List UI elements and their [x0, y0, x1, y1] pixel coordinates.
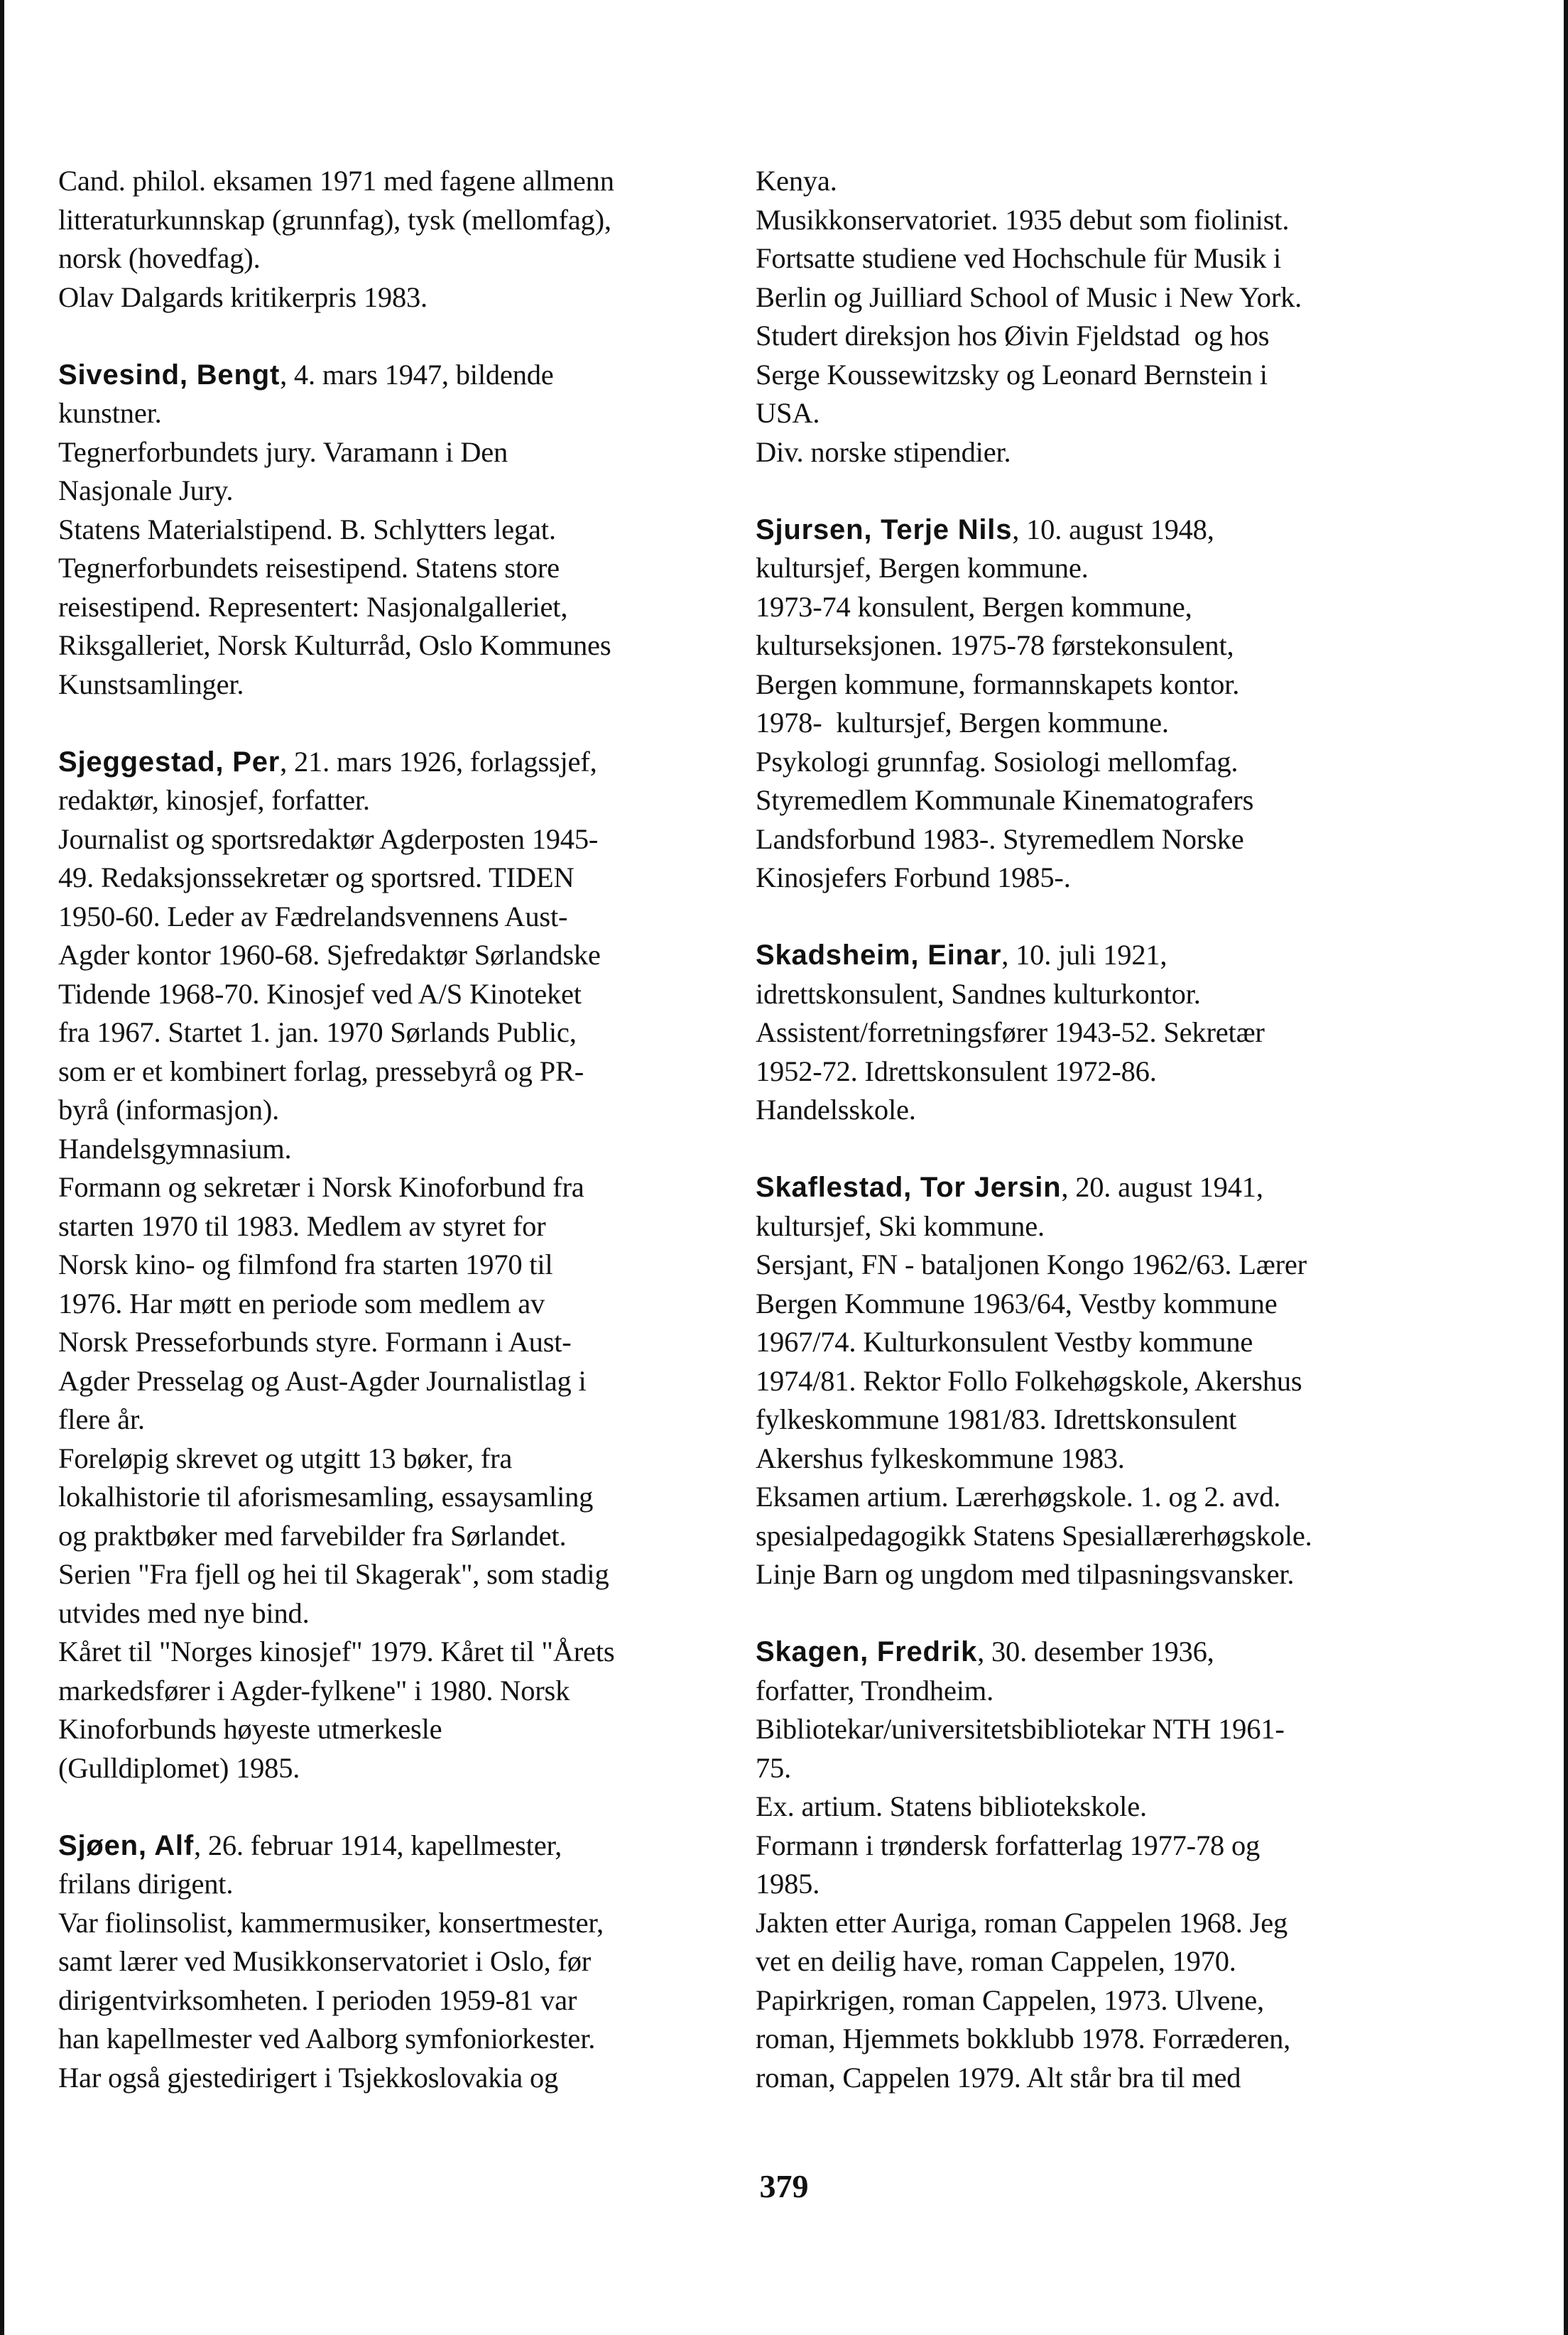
paragraph-gap [756, 1130, 1437, 1169]
line-text: , 26. februar 1914, kapellmester, [193, 1829, 562, 1861]
text-line [58, 472, 740, 511]
scan-edge-right [1564, 0, 1568, 2335]
text-line [756, 626, 1437, 665]
line-text: Journalist og sportsredaktør Agderposten 1945- [58, 822, 599, 855]
text-line [58, 1478, 740, 1517]
line-text: Tidende 1968-70. Kinosjef ved A/S Kinoteket [58, 977, 582, 1010]
line-text: Var fiolinsolist, kammermusiker, konsertmester, [58, 1906, 604, 1939]
line-text: fra 1967. Startet 1. jan. 1970 Sørlands Public, [58, 1016, 577, 1048]
text-line [756, 1942, 1437, 1981]
text-line [58, 1749, 740, 1788]
text-line [58, 1517, 740, 1556]
text-line [756, 394, 1437, 433]
line-text: , 4. mars 1947, bildende [280, 358, 554, 391]
line-text: roman, Cappelen 1979. Alt står bra til med [756, 2061, 1241, 2094]
text-line [58, 2059, 740, 2098]
line-text: redaktør, kinosjef, forfatter. [58, 784, 370, 816]
line-text: han kapellmester ved Aalborg symfoniorkester. [58, 2023, 596, 2054]
text-line [58, 239, 740, 278]
line-text: , 30. desember 1936, [977, 1635, 1214, 1667]
entry-heading-line [58, 1827, 740, 1866]
text-line [58, 588, 740, 627]
line-text: Tegnerforbundets jury. Varamann i Den [58, 435, 508, 468]
text-line [756, 1478, 1437, 1517]
line-text: Fortsatte studiene ved Hochschule für Musik i [756, 242, 1282, 274]
line-text: Jakten etter Auriga, roman Cappelen 1968. Jeg [756, 1906, 1288, 1939]
text-line [756, 549, 1437, 588]
line-text: Linje Barn og ungdom med tilpasningsvansker. [756, 1558, 1295, 1590]
line-text: norsk (hovedfag). [58, 242, 261, 274]
text-line [58, 1130, 740, 1169]
line-text: Cand. philol. eksamen 1971 med fagene allmenn [58, 165, 614, 197]
line-text: byrå (informasjon). [58, 1094, 280, 1126]
line-text: , 10. august 1948, [1012, 513, 1214, 545]
text-line [58, 1981, 740, 2020]
line-text: Div. norske stipendier. [756, 435, 1011, 468]
text-line [756, 859, 1437, 898]
text-line [756, 162, 1437, 201]
text-line [58, 859, 740, 898]
page-number: 379 [759, 2168, 809, 2204]
line-text: Har også gjestedirigert i Tsjekkoslovakia og [58, 2061, 559, 2094]
text-line [756, 1439, 1437, 1479]
line-text: flere år. [58, 1403, 145, 1435]
entry-heading-line [756, 1633, 1437, 1672]
line-text: Berlin og Juilliard School of Music i New York. [756, 281, 1302, 313]
text-line [58, 898, 740, 937]
text-line [756, 1091, 1437, 1130]
text-line [58, 2020, 740, 2059]
text-line [756, 704, 1437, 743]
line-text: forfatter, Trondheim. [756, 1674, 994, 1707]
text-line [756, 317, 1437, 356]
line-text: 49. Redaksjonssekretær og sportsred. TIDEN [58, 861, 575, 893]
line-text: Agder Presselag og Aust-Agder Journalistlag i [58, 1364, 587, 1397]
line-text: 1976. Har møtt en periode som medlem av [58, 1287, 545, 1319]
entry-heading-line [58, 356, 740, 395]
text-line [58, 201, 740, 240]
text-line [756, 1246, 1437, 1285]
text-line [58, 1710, 740, 1749]
line-text: spesialpedagogikk Statens Spesiallærerhøgskole. [756, 1519, 1312, 1552]
line-text: Bergen Kommune 1963/64, Vestby kommune [756, 1287, 1278, 1319]
line-text: Psykologi grunnfag. Sosiologi mellomfag. [756, 745, 1238, 778]
text-line [756, 665, 1437, 704]
text-line [58, 278, 740, 317]
text-line [756, 588, 1437, 627]
text-line [58, 1904, 740, 1943]
entry-heading-line [756, 511, 1437, 550]
line-text: litteraturkunnskap (grunnfag), tysk (mellomfag), [58, 203, 611, 236]
text-line [58, 162, 740, 201]
line-text: Papirkrigen, roman Cappelen, 1973. Ulvene, [756, 1983, 1264, 2016]
line-text: Ex. artium. Statens bibliotekskole. [756, 1790, 1147, 1822]
line-text: Olav Dalgards kritikerpris 1983. [58, 281, 428, 313]
line-text: Kinosjefers Forbund 1985-. [756, 861, 1071, 893]
text-line [756, 1207, 1437, 1246]
text-line [756, 2020, 1437, 2059]
entry-name: Skadsheim, Einar [756, 940, 1002, 971]
line-text: markedsfører i Agder-fylkene" i 1980. Norsk [58, 1674, 570, 1707]
line-text: Serien "Fra fjell og hei til Skagerak", som stadig [58, 1558, 609, 1590]
line-text: som er et kombinert forlag, pressebyrå og PR- [58, 1055, 584, 1087]
text-line [58, 1091, 740, 1130]
text-line [58, 781, 740, 820]
line-text: Foreløpig skrevet og utgitt 13 bøker, fra [58, 1442, 513, 1474]
line-text: Kinoforbunds høyeste utmerkesle [58, 1713, 442, 1745]
line-text: , 20. august 1941, [1061, 1171, 1263, 1203]
entry-name: Skaflestad, Tor Jersin [756, 1172, 1062, 1203]
right-column [756, 162, 1437, 2097]
text-line [58, 1207, 740, 1246]
line-text: Kenya. [756, 165, 837, 197]
line-text: Norsk Presseforbunds styre. Formann i Aust- [58, 1326, 572, 1358]
line-text: 1978- kultursjef, Bergen kommune. [756, 707, 1169, 739]
line-text: Kåret til "Norges kinosjef" 1979. Kåret til "Årets [58, 1635, 615, 1667]
line-text: Sersjant, FN - bataljonen Kongo 1962/63. Lærer [756, 1248, 1307, 1280]
text-line [756, 975, 1437, 1014]
text-line [58, 820, 740, 859]
line-text: 1974/81. Rektor Follo Folkehøgskole, Akershus [756, 1364, 1302, 1397]
text-line [756, 1981, 1437, 2020]
text-line [58, 1672, 740, 1711]
paragraph-gap [58, 704, 740, 743]
line-text: , 10. juli 1921, [1001, 939, 1167, 971]
text-line [58, 1555, 740, 1594]
text-line [58, 1052, 740, 1092]
line-text: Riksgalleriet, Norsk Kulturråd, Oslo Kommunes [58, 629, 611, 661]
line-text: 1973-74 konsulent, Bergen kommune, [756, 590, 1192, 623]
text-line [58, 1439, 740, 1479]
entry-name: Sjeggestad, Per [58, 746, 281, 778]
text-line [58, 1942, 740, 1981]
text-line [756, 201, 1437, 240]
text-line [58, 549, 740, 588]
text-line [58, 1013, 740, 1052]
text-line [756, 1323, 1437, 1362]
text-line [756, 278, 1437, 317]
line-text: samt lærer ved Musikkonservatoriet i Oslo, før [58, 1945, 592, 1977]
line-text: Statens Materialstipend. B. Schlytters legat. [58, 513, 556, 545]
line-text: Tegnerforbundets reisestipend. Statens store [58, 552, 560, 584]
text-line [756, 1827, 1437, 1866]
text-line [756, 433, 1437, 472]
text-line [58, 433, 740, 472]
text-line [58, 1285, 740, 1324]
text-line [58, 1594, 740, 1633]
entry-name: Sivesind, Bengt [58, 359, 281, 391]
line-text: Formann i trøndersk forfatterlag 1977-78 og [756, 1829, 1261, 1861]
text-line [756, 1362, 1437, 1401]
text-line [58, 1246, 740, 1285]
line-text: Studert direksjon hos Øivin Fjeldstad og hos [756, 320, 1270, 352]
line-text: Styremedlem Kommunale Kinematografers [756, 784, 1254, 816]
paragraph-gap [756, 472, 1437, 511]
paragraph-gap [756, 1594, 1437, 1633]
line-text: Musikkonservatoriet. 1935 debut som fiolinist. [756, 203, 1290, 236]
paragraph-gap [58, 1787, 740, 1827]
text-line [58, 394, 740, 433]
text-line [756, 1787, 1437, 1827]
entry-name: Sjursen, Terje Nils [756, 513, 1013, 545]
line-text: utvides med nye bind. [58, 1596, 310, 1629]
text-line [58, 1323, 740, 1362]
line-text: frilans dirigent. [58, 1868, 234, 1900]
line-text: 75. [756, 1751, 792, 1784]
line-text: idrettskonsulent, Sandnes kulturkontor. [756, 977, 1201, 1010]
text-line [756, 2059, 1437, 2098]
text-line [58, 665, 740, 704]
line-text: Formann og sekretær i Norsk Kinoforbund fra [58, 1171, 584, 1203]
line-text: (Gulldiplomet) 1985. [58, 1751, 300, 1784]
text-line [756, 1052, 1437, 1092]
text-line [756, 1710, 1437, 1749]
line-text: Nasjonale Jury. [58, 474, 234, 506]
text-line [756, 743, 1437, 782]
text-line [756, 1285, 1437, 1324]
line-text: lokalhistorie til aforismesamling, essaysamling [58, 1481, 594, 1513]
line-text: Bibliotekar/universitetsbibliotekar NTH 1961- [756, 1713, 1285, 1745]
text-line [756, 356, 1437, 395]
text-line [58, 936, 740, 975]
text-line [58, 1865, 740, 1904]
text-line [756, 1555, 1437, 1594]
text-line [756, 1672, 1437, 1711]
paragraph-gap [58, 317, 740, 356]
line-text: Assistent/forretningsfører 1943-52. Sekretær [756, 1016, 1265, 1048]
text-line [756, 820, 1437, 859]
line-text: Norsk kino- og filmfond fra starten 1970 til [58, 1248, 553, 1280]
text-line [756, 1013, 1437, 1052]
line-text: 1952-72. Idrettskonsulent 1972-86. [756, 1055, 1157, 1087]
entry-name: Sjøen, Alf [58, 1829, 194, 1861]
text-line [58, 1362, 740, 1401]
line-text: kultursjef, Ski kommune. [756, 1209, 1045, 1242]
entry-heading-line [756, 1168, 1437, 1207]
line-text: Handelsskole. [756, 1094, 916, 1126]
entry-heading-line [58, 743, 740, 782]
text-line [756, 1749, 1437, 1788]
line-text: Eksamen artium. Lærerhøgskole. 1. og 2. avd. [756, 1481, 1281, 1513]
line-text: og praktbøker med farvebilder fra Sørlandet. [58, 1519, 567, 1552]
line-text: starten 1970 til 1983. Medlem av styret for [58, 1209, 546, 1242]
line-text: 1967/74. Kulturkonsulent Vestby kommune [756, 1326, 1253, 1358]
text-line [756, 1517, 1437, 1556]
left-column [58, 162, 740, 2097]
text-line [756, 1400, 1437, 1439]
text-line [756, 781, 1437, 820]
line-text: Kunstsamlinger. [58, 668, 244, 700]
text-line [58, 626, 740, 665]
line-text: 1985. [756, 1868, 820, 1900]
text-line [58, 1400, 740, 1439]
paragraph-gap [756, 898, 1437, 937]
line-text: Serge Koussewitzsky og Leonard Bernstein i [756, 358, 1268, 391]
line-text: vet en deilig have, roman Cappelen, 1970. [756, 1945, 1236, 1977]
text-line [58, 511, 740, 550]
line-text: kultursjef, Bergen kommune. [756, 552, 1089, 584]
line-text: reisestipend. Representert: Nasjonalgalleriet, [58, 590, 568, 623]
line-text: 1950-60. Leder av Fædrelandsvennens Aust- [58, 900, 568, 932]
line-text: Handelsgymnasium. [58, 1132, 292, 1165]
scan-edge-left [0, 0, 4, 2335]
text-line [756, 239, 1437, 278]
text-line [756, 1904, 1437, 1943]
line-text: dirigentvirksomheten. I perioden 1959-81 var [58, 1983, 577, 2016]
line-text: , 21. mars 1926, forlagssjef, [280, 745, 597, 778]
text-line [756, 1865, 1437, 1904]
line-text: USA. [756, 397, 820, 429]
text-line [58, 1168, 740, 1207]
entry-heading-line [756, 936, 1437, 975]
line-text: Akershus fylkeskommune 1983. [756, 1442, 1125, 1474]
line-text: Agder kontor 1960-68. Sjefredaktør Sørlandske [58, 939, 601, 971]
entry-name: Skagen, Fredrik [756, 1636, 978, 1667]
line-text: roman, Hjemmets bokklubb 1978. Forræderen, [756, 2023, 1291, 2054]
text-line [58, 1633, 740, 1672]
line-text: Bergen kommune, formannskapets kontor. [756, 668, 1240, 700]
text-line [58, 975, 740, 1014]
line-text: kulturseksjonen. 1975-78 førstekonsulent, [756, 629, 1234, 661]
line-text: Landsforbund 1983-. Styremedlem Norske [756, 822, 1244, 855]
line-text: fylkeskommune 1981/83. Idrettskonsulent [756, 1403, 1237, 1435]
line-text: kunstner. [58, 397, 162, 429]
